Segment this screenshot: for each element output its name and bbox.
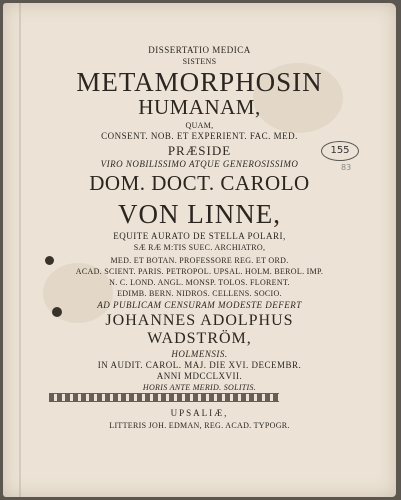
origin: HOLMENSIS.: [171, 349, 228, 359]
main-title-1: METAMORPHOSIN: [76, 67, 323, 97]
academies-1: ACAD. SCIENT. PARIS. PETROPOL. UPSAL. HOLM. BEROL. IMP.: [75, 267, 324, 276]
dissertation-type: DISSERTATIO MEDICA: [148, 45, 251, 55]
censuram-line: AD PUBLICAM CENSURAM MODESTE DEFERT: [97, 300, 302, 310]
consent-line: CONSENT. NOB. ET EXPERIENT. FAC. MED.: [101, 131, 298, 141]
respondent-name-2: WADSTRÖM,: [147, 330, 252, 347]
pencil-annotation: 83: [341, 163, 352, 172]
circled-annotation: 155: [321, 141, 359, 161]
title-page: [3, 3, 396, 497]
ornament-rule: [49, 393, 279, 402]
praeses-name-2: VON LINNE,: [118, 199, 281, 229]
title-line-2: SÆ RÆ M:TIS SUEC. ARCHIATRO,: [133, 243, 266, 252]
praeses-name-1: DOM. DOCT. CAROLO: [89, 171, 310, 195]
respondent-name-1: JOHANNES ADOLPHUS: [105, 312, 294, 329]
place: UPSALIÆ,: [170, 408, 229, 418]
hours-line: HORIS ANTE MERID. SOLITIS.: [142, 383, 257, 392]
title-line-1: EQUITE AURATO DE STELLA POLARI,: [113, 231, 286, 241]
quam: QUAM,: [185, 121, 214, 130]
sistens: SISTENS: [182, 57, 217, 66]
viro-line: VIRO NOBILISSIMO ATQUE GENEROSISSIMO: [100, 159, 299, 169]
academies-2: N. C. LOND. ANGL. MONSP. TOLOS. FLORENT.: [109, 278, 290, 287]
title-line-3: MED. ET BOTAN. PROFESSORE REG. ET ORD.: [110, 256, 289, 265]
printer: LITTERIS JOH. EDMAN, REG. ACAD. TYPOGR.: [109, 421, 290, 430]
date-line-2: ANNI MDCCLXVII.: [156, 371, 243, 381]
academies-3: EDIMB. BERN. NIDROS. CELLENS. SOCIO.: [117, 289, 282, 298]
praeside: PRÆSIDE: [167, 143, 232, 158]
main-title-2: HUMANAM,: [138, 95, 261, 119]
date-line-1: IN AUDIT. CAROL. MAJ. DIE XVI. DECEMBR.: [97, 360, 302, 370]
